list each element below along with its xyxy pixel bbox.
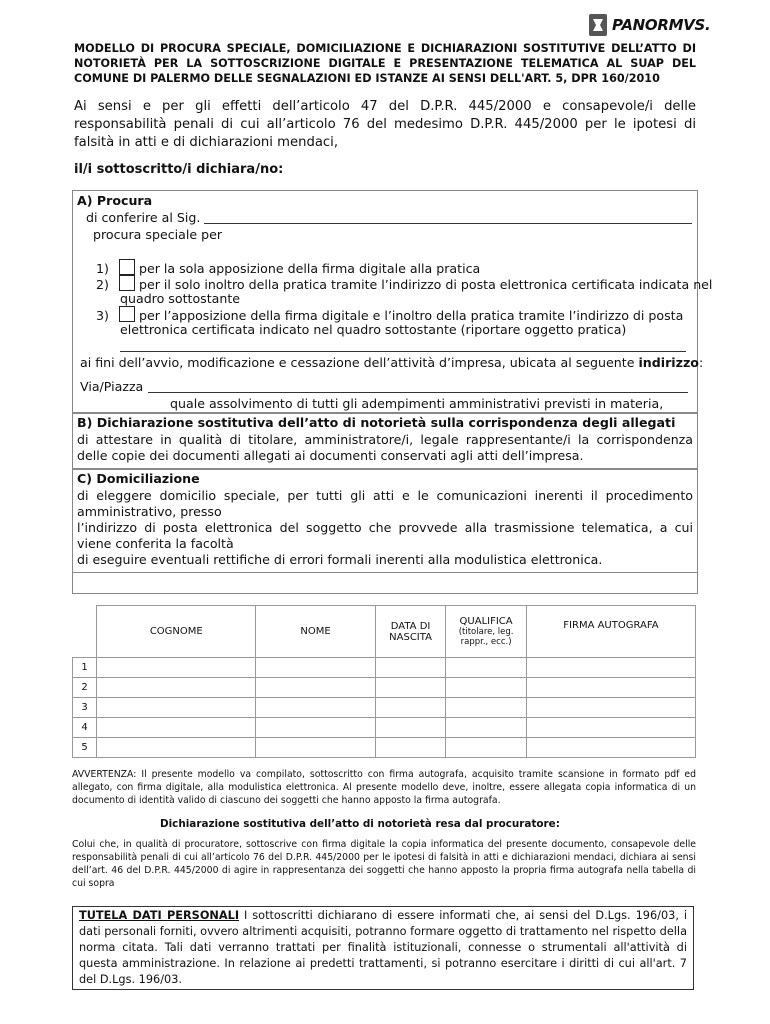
row-index: 5: [73, 738, 97, 758]
purpose-colon: :: [698, 355, 704, 370]
header-cognome: COGNOME: [97, 606, 256, 658]
table-row: [73, 658, 696, 678]
header-nome: NOME: [256, 606, 375, 658]
qualifica-cell[interactable]: [446, 678, 527, 698]
tutela-box: [72, 906, 694, 990]
option-2-text: per il solo inoltro della pratica tramite l’indirizzo di posta elettronica certificata indicata nel: [138, 277, 713, 292]
section-b-body: di attestare in qualità di titolare, amministratore/i, legale rappresentante/i la corrispondenza delle copie dei documenti allegati ai documenti conservati agli atti dell’impresa.: [77, 432, 693, 463]
table-header-row: [73, 606, 696, 658]
procuratore-name-field[interactable]: [204, 223, 692, 224]
nome-cell[interactable]: [256, 658, 375, 678]
row-index: 1: [73, 658, 97, 678]
eagle-emblem-icon: [588, 13, 608, 37]
option-3-number: 3): [96, 308, 109, 323]
table-row: [73, 678, 696, 698]
cognome-cell[interactable]: [97, 718, 256, 738]
cognome-cell[interactable]: [97, 738, 256, 758]
cognome-cell[interactable]: [97, 678, 256, 698]
purpose-indirizzo: indirizzo: [638, 355, 699, 370]
nome-cell[interactable]: [256, 698, 375, 718]
qualifica-cell[interactable]: [446, 658, 527, 678]
nascita-cell[interactable]: [375, 718, 446, 738]
nascita-cell[interactable]: [375, 738, 446, 758]
qualifica-cell[interactable]: [446, 698, 527, 718]
option-3-checkbox[interactable]: [119, 306, 135, 322]
table-row: [73, 698, 696, 718]
row-index: 4: [73, 718, 97, 738]
header-firma: FIRMA AUTOGRAFA: [526, 606, 695, 658]
nascita-cell[interactable]: [375, 658, 446, 678]
section-c-line-2: l’indirizzo di posta elettronica del soggetto che provvede alla trasmissione telematica, a cui viene conferita la facoltà: [77, 520, 693, 551]
option-3-text: per l’apposizione della firma digitale e l’inoltro della pratica tramite l’indirizzo di posta: [138, 308, 684, 323]
section-c-blank-row: [72, 571, 698, 594]
header-qualifica: [446, 606, 527, 658]
option-1-checkbox[interactable]: [119, 259, 135, 275]
header-data-nascita-text: DATA DI NASCITA: [389, 620, 432, 643]
warning-paragraph: AVVERTENZA: Il presente modello va compilato, sottoscritto con firma autografa, acquisito tramite scansione in formato pdf ed allegato, con firma digitale, alla modulistica elettronica. Al presente modello deve, inoltre, essere allegata copia informatica di un documento di identità valido di ciascuno dei soggetti che hanno apposto la firma autografa.: [72, 769, 696, 806]
via-field[interactable]: [148, 392, 688, 393]
cognome-cell[interactable]: [97, 698, 256, 718]
section-a-heading: A) Procura: [77, 193, 153, 208]
header-qualifica-sub: (titolare, leg. rappr., ecc.): [458, 627, 514, 647]
header-index-cell: [73, 606, 97, 658]
option-2-number: 2): [96, 277, 109, 292]
nome-cell[interactable]: [256, 738, 375, 758]
qualifica-cell[interactable]: [446, 718, 527, 738]
quale-text: quale assolvimento di tutti gli adempimenti amministrativi previsti in materia,: [170, 396, 664, 411]
section-c-heading: C) Domiciliazione: [77, 471, 200, 486]
via-label: Via/Piazza: [80, 379, 144, 394]
nascita-cell[interactable]: [375, 678, 446, 698]
confer-label: di conferire al Sig.: [86, 210, 201, 225]
signatories-table: [72, 605, 696, 758]
section-c-line-1: di eleggere domicilio speciale, per tutti gli atti e le comunicazioni inerenti il procedimento amministrativo, presso: [77, 488, 693, 519]
purpose-main: ai fini dell’avvio, modificazione e cessazione dell’attività d’impresa, ubicata al seguente: [80, 355, 635, 370]
section-b-heading: B) Dichiarazione sostitutiva dell’atto di notorietà sulla corrispondenza degli allegati: [77, 415, 676, 430]
row-index: 3: [73, 698, 97, 718]
panormvs-logo: [588, 12, 710, 38]
option-1-text: per la sola apposizione della firma digitale alla pratica: [138, 261, 481, 276]
firma-cell[interactable]: [526, 678, 695, 698]
nome-cell[interactable]: [256, 678, 375, 698]
tutela-heading: TUTELA DATI PERSONALI: [79, 909, 240, 922]
header-data-nascita: [375, 606, 446, 658]
firma-cell[interactable]: [526, 738, 695, 758]
table-row: [73, 718, 696, 738]
oggetto-pratica-field[interactable]: [120, 351, 686, 352]
option-2-continuation: quadro sottostante: [120, 291, 241, 306]
procuratore-heading: Dichiarazione sostitutiva dell’atto di notorietà resa dal procuratore:: [160, 818, 560, 830]
firma-cell[interactable]: [526, 658, 695, 678]
declares-heading: il/i sottoscritto/i dichiara/no:: [74, 162, 284, 177]
procura-speciale-label: procura speciale per: [93, 227, 223, 242]
cognome-cell[interactable]: [97, 658, 256, 678]
firma-cell[interactable]: [526, 718, 695, 738]
nome-cell[interactable]: [256, 718, 375, 738]
section-c-line-3: di eseguire eventuali rettifiche di errori formali inerenti alla modulistica elettronica.: [77, 552, 603, 567]
document-title: MODELLO DI PROCURA SPECIALE, DOMICILIAZIONE E DICHIARAZIONI SOSTITUTIVE DELL’ATTO DI NOTORIETÀ PER LA SOTTOSCRIZIONE DIGITALE E PRESENTAZIONE TELEMATICA AL SUAP DEL COMUNE DI PALERMO DELLE SEGNALAZIONI ED ISTANZE AI SENSI DELL'ART. 5, DPR 160/2010: [74, 42, 696, 85]
option-1-number: 1): [96, 261, 109, 276]
qualifica-cell[interactable]: [446, 738, 527, 758]
intro-paragraph: Ai sensi e per gli effetti dell’articolo 47 del D.P.R. 445/2000 e consapevole/i delle responsabilità penali di cui all’articolo 76 del medesimo D.P.R. 445/2000 per le ipotesi di falsità in atti e di dichiarazioni mendaci,: [74, 99, 696, 150]
firma-cell[interactable]: [526, 698, 695, 718]
nascita-cell[interactable]: [375, 698, 446, 718]
header-qualifica-text: QUALIFICA: [459, 616, 513, 627]
tutela-body: I sottoscritti dichiarano di essere informati che, ai sensi del D.Lgs. 196/03, i dati personali forniti, ovvero altrimenti acquisiti, potranno formare oggetto di trattamento nel rispetto della norma citata. Tali dati verranno trattati per finalità istituzionali, connesse o strumentali all'attività di questa amministrazione. In relazione ai predetti trattamenti, si potranno esercitare i diritti di cui all'art. 7 del D.Lgs. 196/03.: [79, 909, 687, 986]
logo-text: PANORMVS.: [612, 16, 711, 34]
table-row: [73, 738, 696, 758]
procuratore-body: Colui che, in qualità di procuratore, sottoscrive con firma digitale la copia informatica del presente documento, consapevole delle responsabilità penali di cui all’articolo 76 del D.P.R. 445/2000 per le ipotesi di falsità in atti e dichiarazioni mendaci, dichiara ai sensi dell’art. 46 del D.P.R. 445/2000 di agire in rappresentanza dei soggetti che hanno apposto la propria firma autografa nella tabella di cui sopra: [72, 839, 696, 889]
option-3-continuation: elettronica certificata indicato nel quadro sottostante (riportare oggetto pratica): [120, 322, 627, 337]
row-index: 2: [73, 678, 97, 698]
purpose-text: [80, 355, 703, 371]
option-2-checkbox[interactable]: [119, 275, 135, 291]
